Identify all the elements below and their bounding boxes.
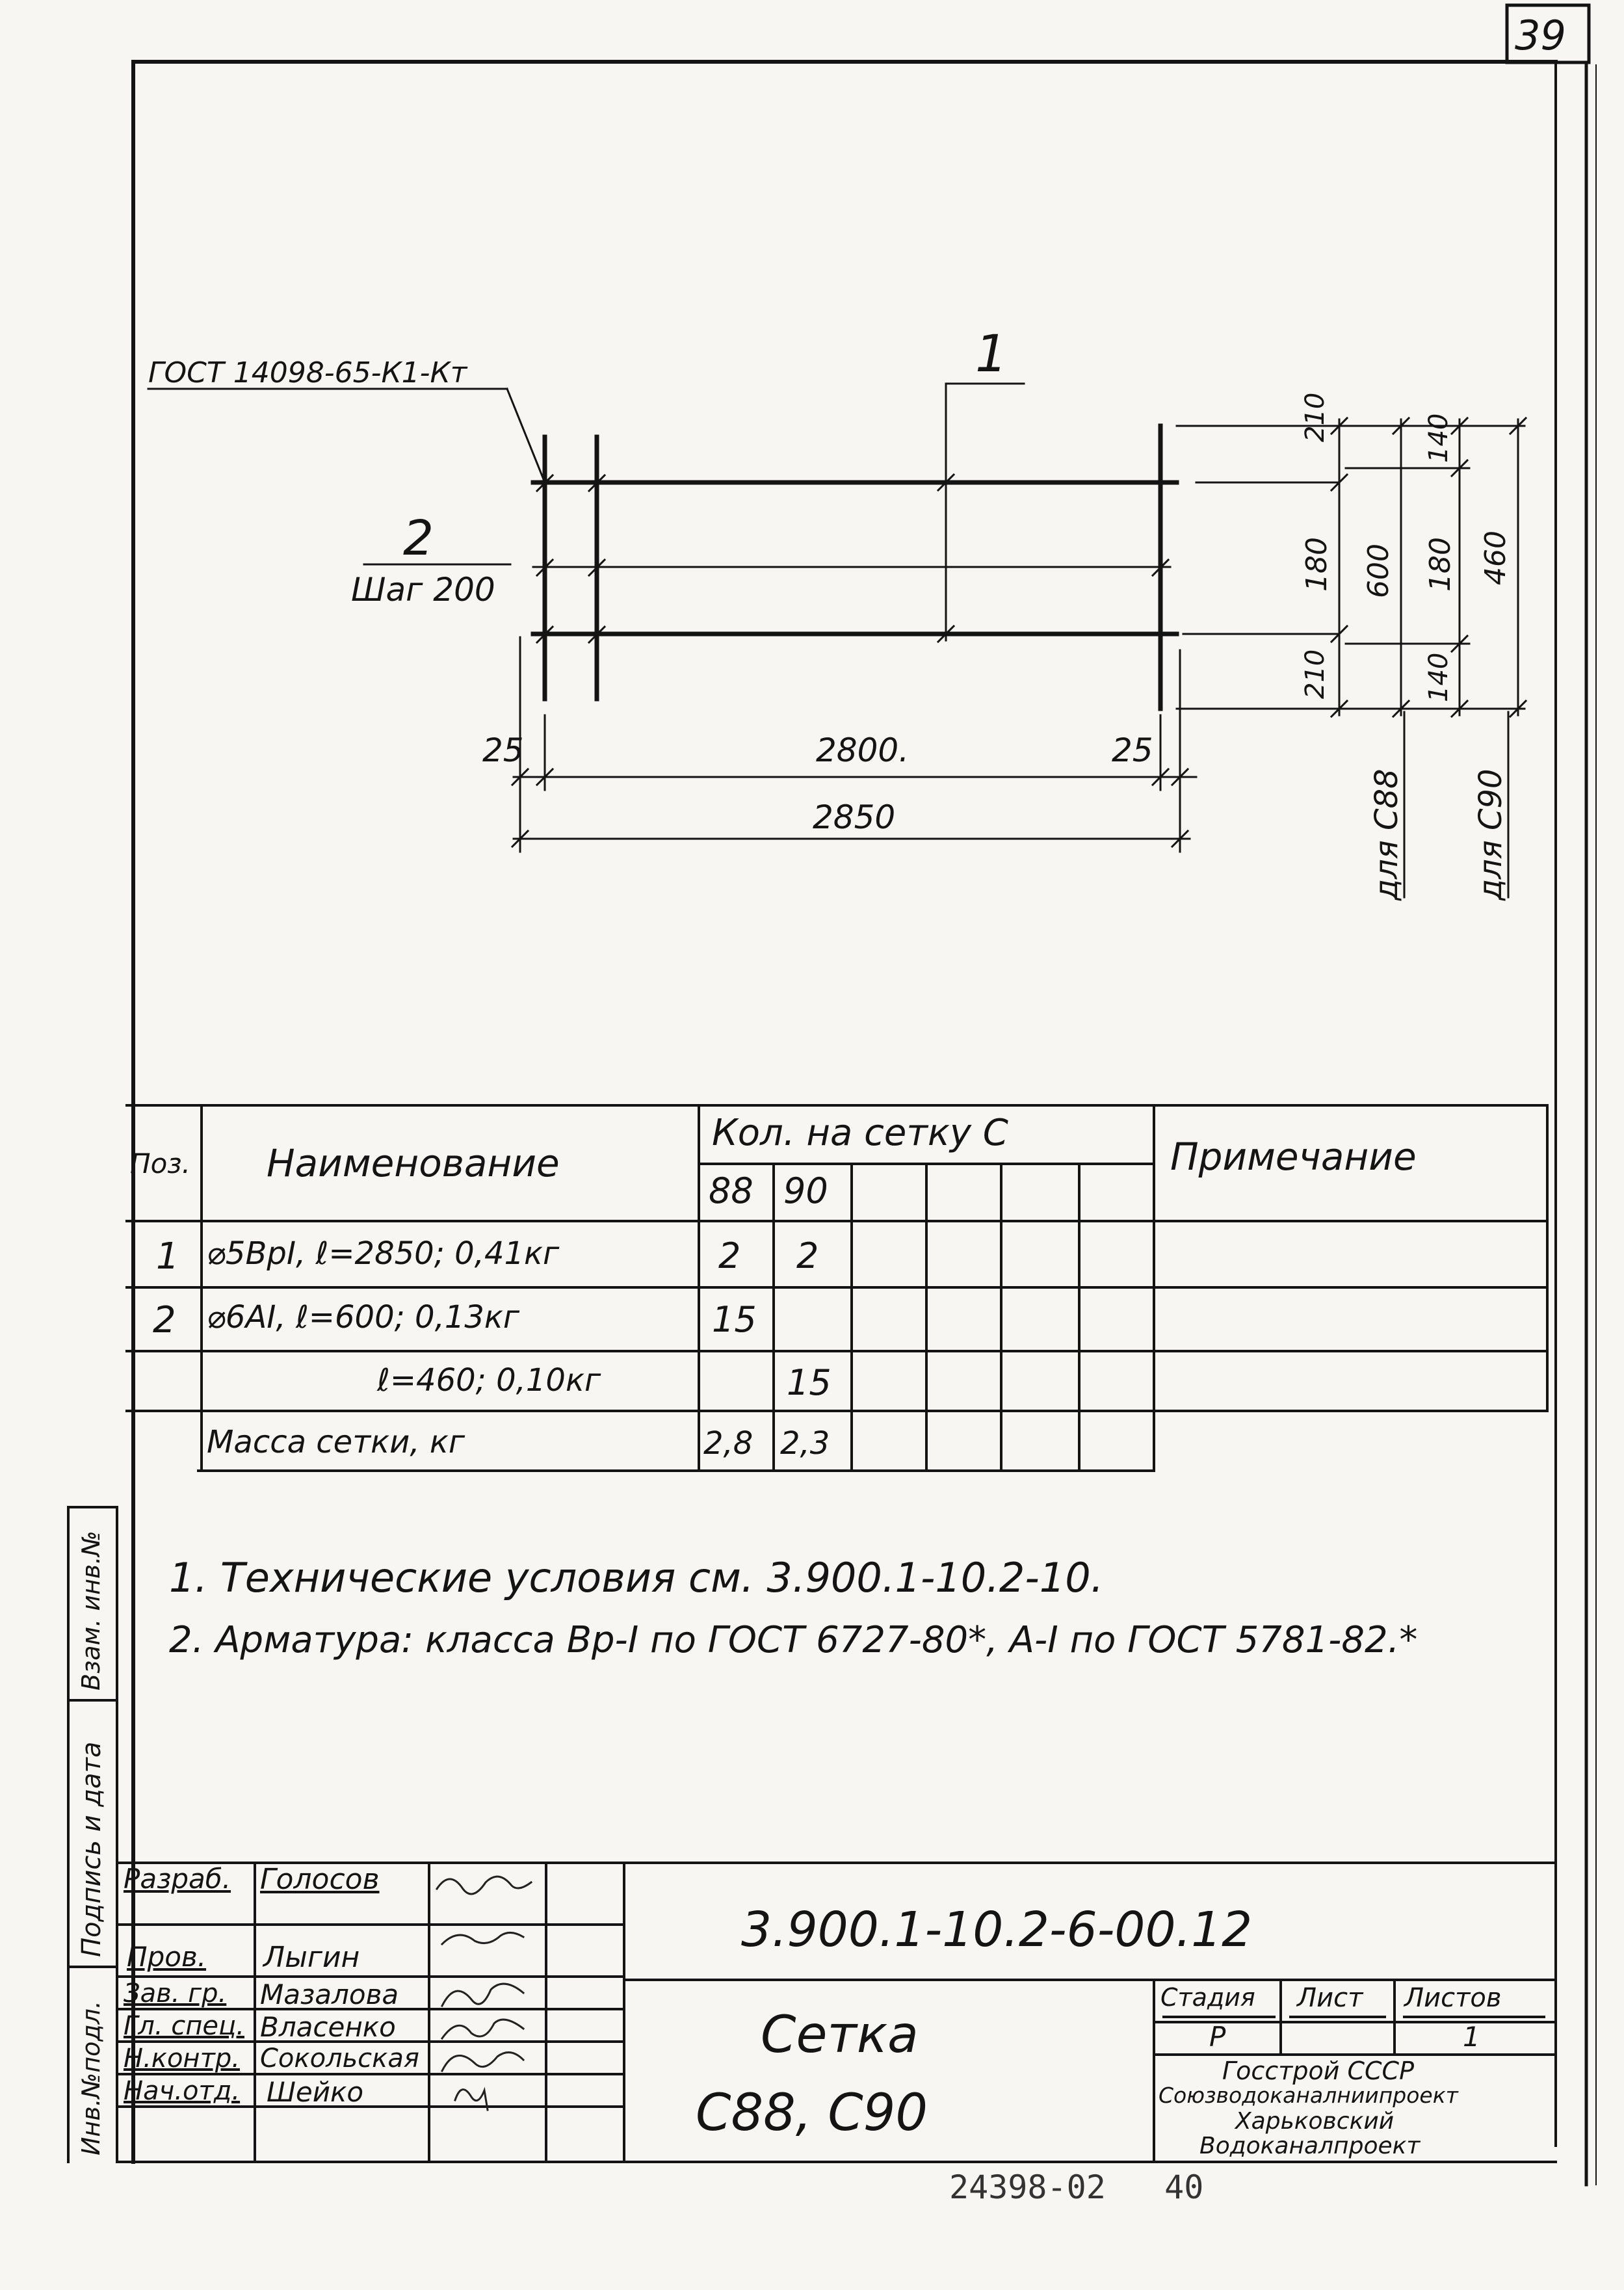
title-role: Н.контр. (124, 2044, 240, 2073)
sheet-header: Лист (1297, 1983, 1363, 2013)
dim-total-length: 2850 (813, 798, 896, 836)
label-for-c88: для С88 (1369, 769, 1405, 901)
table-sub-90: 90 (783, 1170, 828, 1211)
document-code: 3.900.1-10.2-6-00.12 (741, 1902, 1253, 1958)
table-header-name: Наименование (267, 1141, 560, 1185)
title-role: Гл. спец. (124, 2011, 244, 2041)
note-1: 1. Технические условия см. 3.900.1-10.2-10. (169, 1554, 1104, 1601)
side-stamp-vzam: Взам. инв.№ (77, 1531, 105, 1691)
sheets-header: Листов (1404, 1983, 1502, 2013)
title-role: Зав. гр. (124, 1979, 227, 2008)
table-row-q88: 2,8 (703, 1425, 753, 1462)
table-row-pos: 2 (153, 1299, 176, 1341)
table-sub-88: 88 (709, 1170, 753, 1211)
table-row-q88: 2 (718, 1235, 741, 1276)
archive-number: 24398-02 40 (949, 2168, 1204, 2206)
table-header-qty: Кол. на сетку С (712, 1112, 1008, 1154)
dim-c88-mid1: 180 (1300, 537, 1333, 592)
dim-inner-length: 2800. (816, 731, 910, 769)
dim-c88-total: 600 (1362, 544, 1395, 598)
dim-c90-total: 460 (1479, 531, 1512, 585)
table-row-q90: 2,3 (780, 1425, 830, 1462)
table-row-name: Масса сетки, кг (207, 1424, 465, 1460)
title-person: Лыгин (263, 1941, 360, 1974)
dim-c88-top: 210 (1300, 392, 1330, 442)
table-row-name: ℓ=460; 0,10кг (377, 1362, 601, 1399)
step-label: Шаг 200 (351, 571, 495, 609)
org-line-4: Водоканалпроект (1199, 2133, 1421, 2159)
table-header-note: Примечание (1170, 1135, 1417, 1179)
table-row-name: ⌀5ВрⅠ, ℓ=2850; 0,41кг (207, 1235, 560, 1272)
document-subtitle: С88, С90 (696, 2084, 928, 2142)
sheets-value: 1 (1463, 2021, 1480, 2053)
document-title: Сетка (761, 2006, 919, 2064)
side-stamp-sign-date: Подпись и дата (77, 1741, 107, 1957)
title-person: Шейко (267, 2076, 364, 2108)
title-person: Голосов (260, 1863, 380, 1896)
dim-c90-bottom: 140 (1424, 652, 1454, 702)
position-2-label: 2 (403, 510, 434, 566)
table-row-q90: 15 (787, 1362, 832, 1403)
org-line-1: Госстрой СССР (1222, 2057, 1415, 2085)
label-for-c90: для С90 (1473, 769, 1509, 901)
dim-c88-bottom: 210 (1300, 649, 1330, 699)
dim-left-25: 25 (482, 731, 524, 769)
table-row-name: ⌀6АⅠ, ℓ=600; 0,13кг (207, 1299, 520, 1336)
org-line-2: Союзводоканалниипроект (1159, 2083, 1458, 2108)
table-row-pos: 1 (156, 1235, 179, 1278)
table-row-q88: 15 (712, 1299, 757, 1340)
table-row-q90: 2 (796, 1235, 819, 1276)
title-person: Сокольская (260, 2044, 419, 2073)
sheet-number: 39 (1515, 12, 1566, 59)
stage-value: Р (1209, 2021, 1226, 2053)
title-role: Нач.отд. (124, 2076, 241, 2106)
position-1-label: 1 (975, 325, 1008, 384)
title-person: Мазалова (260, 1979, 399, 2010)
table-header-pos: Поз. (130, 1148, 190, 1179)
stage-header: Стадия (1160, 1983, 1255, 2012)
title-role: Пров. (127, 1941, 207, 1973)
dim-c90-mid: 180 (1424, 537, 1457, 592)
title-person: Власенко (260, 2011, 396, 2043)
dim-c90-top: 140 (1424, 413, 1454, 463)
gost-reference: ГОСТ 14098-65-К1-Кт (148, 356, 467, 389)
note-2: 2. Арматура: класса Вр-Ⅰ по ГОСТ 6727-80*, А-Ⅰ по ГОСТ 5781-82.* (169, 1619, 1418, 1661)
dim-right-25: 25 (1112, 731, 1153, 769)
org-line-3: Харьковский (1235, 2108, 1395, 2135)
title-role: Разраб. (124, 1863, 231, 1895)
side-stamp-inv-orig: Инв.№подл. (77, 2000, 105, 2155)
